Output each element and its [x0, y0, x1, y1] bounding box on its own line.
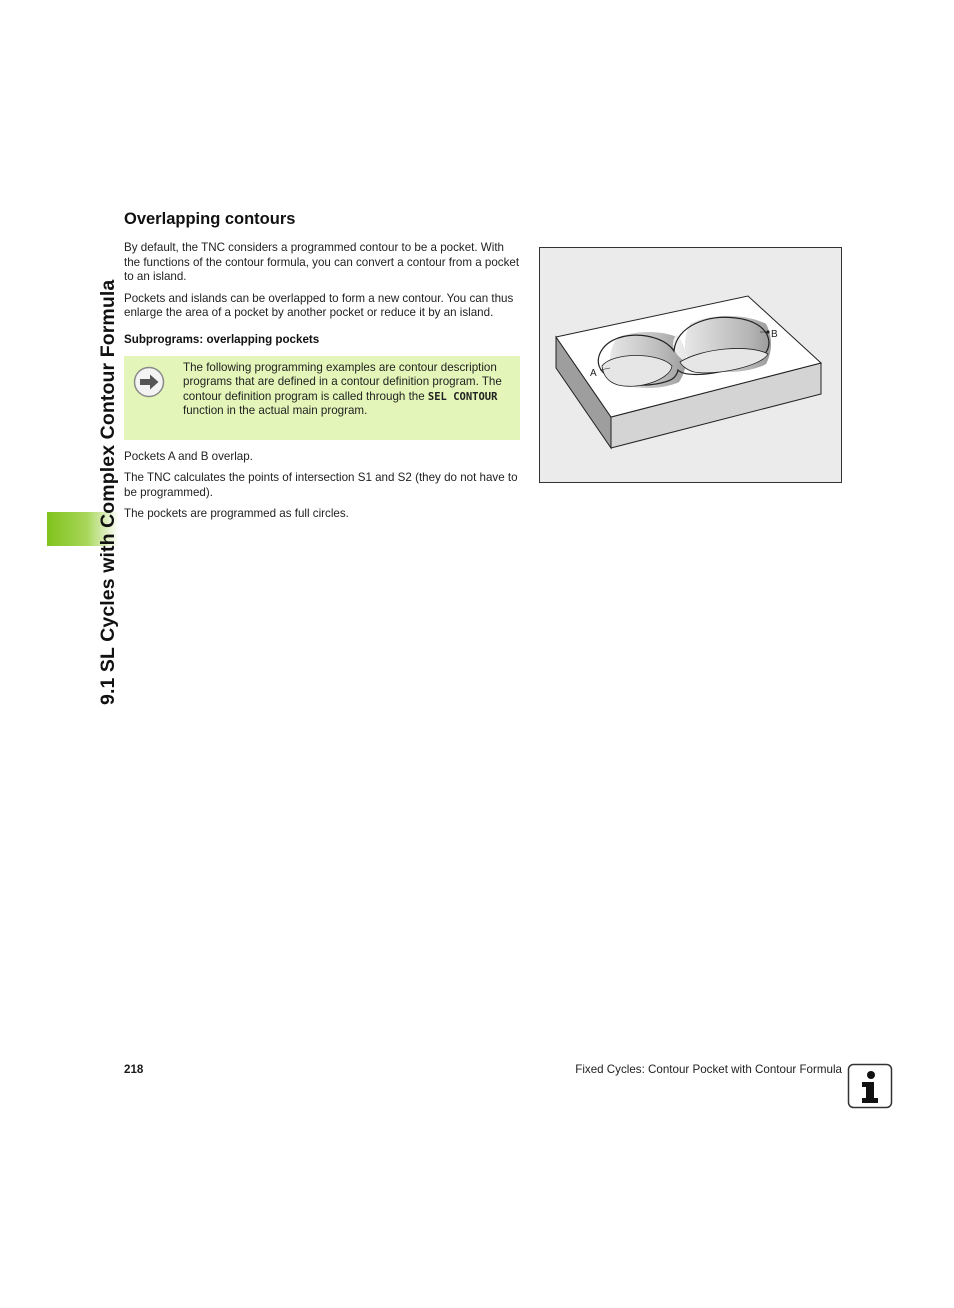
block-illustration: [540, 248, 841, 482]
section-heading: Overlapping contours: [124, 210, 296, 228]
overlapping-pockets-figure: [539, 247, 842, 483]
note-text-before: The following programming examples are contour description programs that are defined in a contour definition program. The contour definition program is called through the: [183, 360, 502, 403]
paragraph-default-pocket: By default, the TNC considers a programmed contour to be a pocket. With the functions of the contour formula, you can convert a contour from a pocket to an island.: [124, 241, 520, 283]
note-code: SEL CONTOUR: [427, 390, 498, 403]
label-b: B: [771, 329, 778, 340]
main-content: [124, 210, 520, 529]
paragraph-full-circles: The pockets are programmed as full circles.: [124, 507, 349, 520]
chapter-side-title: [91, 215, 125, 705]
info-icon: [847, 1063, 893, 1109]
note-box: [124, 356, 520, 440]
note-text: [183, 361, 513, 419]
footer-title: Fixed Cycles: Contour Pocket with Contour Formula: [575, 1063, 842, 1076]
paragraph-pockets-overlap: Pockets A and B overlap.: [124, 449, 253, 463]
label-a: A: [590, 368, 597, 379]
chapter-title-text: 9.1 SL Cycles with Complex Contour Formula: [97, 279, 119, 705]
arrow-right-icon: [133, 366, 165, 398]
subheading: Subprograms: overlapping pockets: [124, 332, 320, 346]
note-text-after: function in the actual main program.: [183, 404, 368, 417]
paragraph-intersections: The TNC calculates the points of intersection S1 and S2 (they do not have to be programmed).: [124, 471, 518, 499]
page-number: 218: [124, 1063, 144, 1076]
paragraph-overlap: Pockets and islands can be overlapped to form a new contour. You can thus enlarge the area of a pocket by another pocket or reduce it by an island.: [124, 291, 514, 319]
